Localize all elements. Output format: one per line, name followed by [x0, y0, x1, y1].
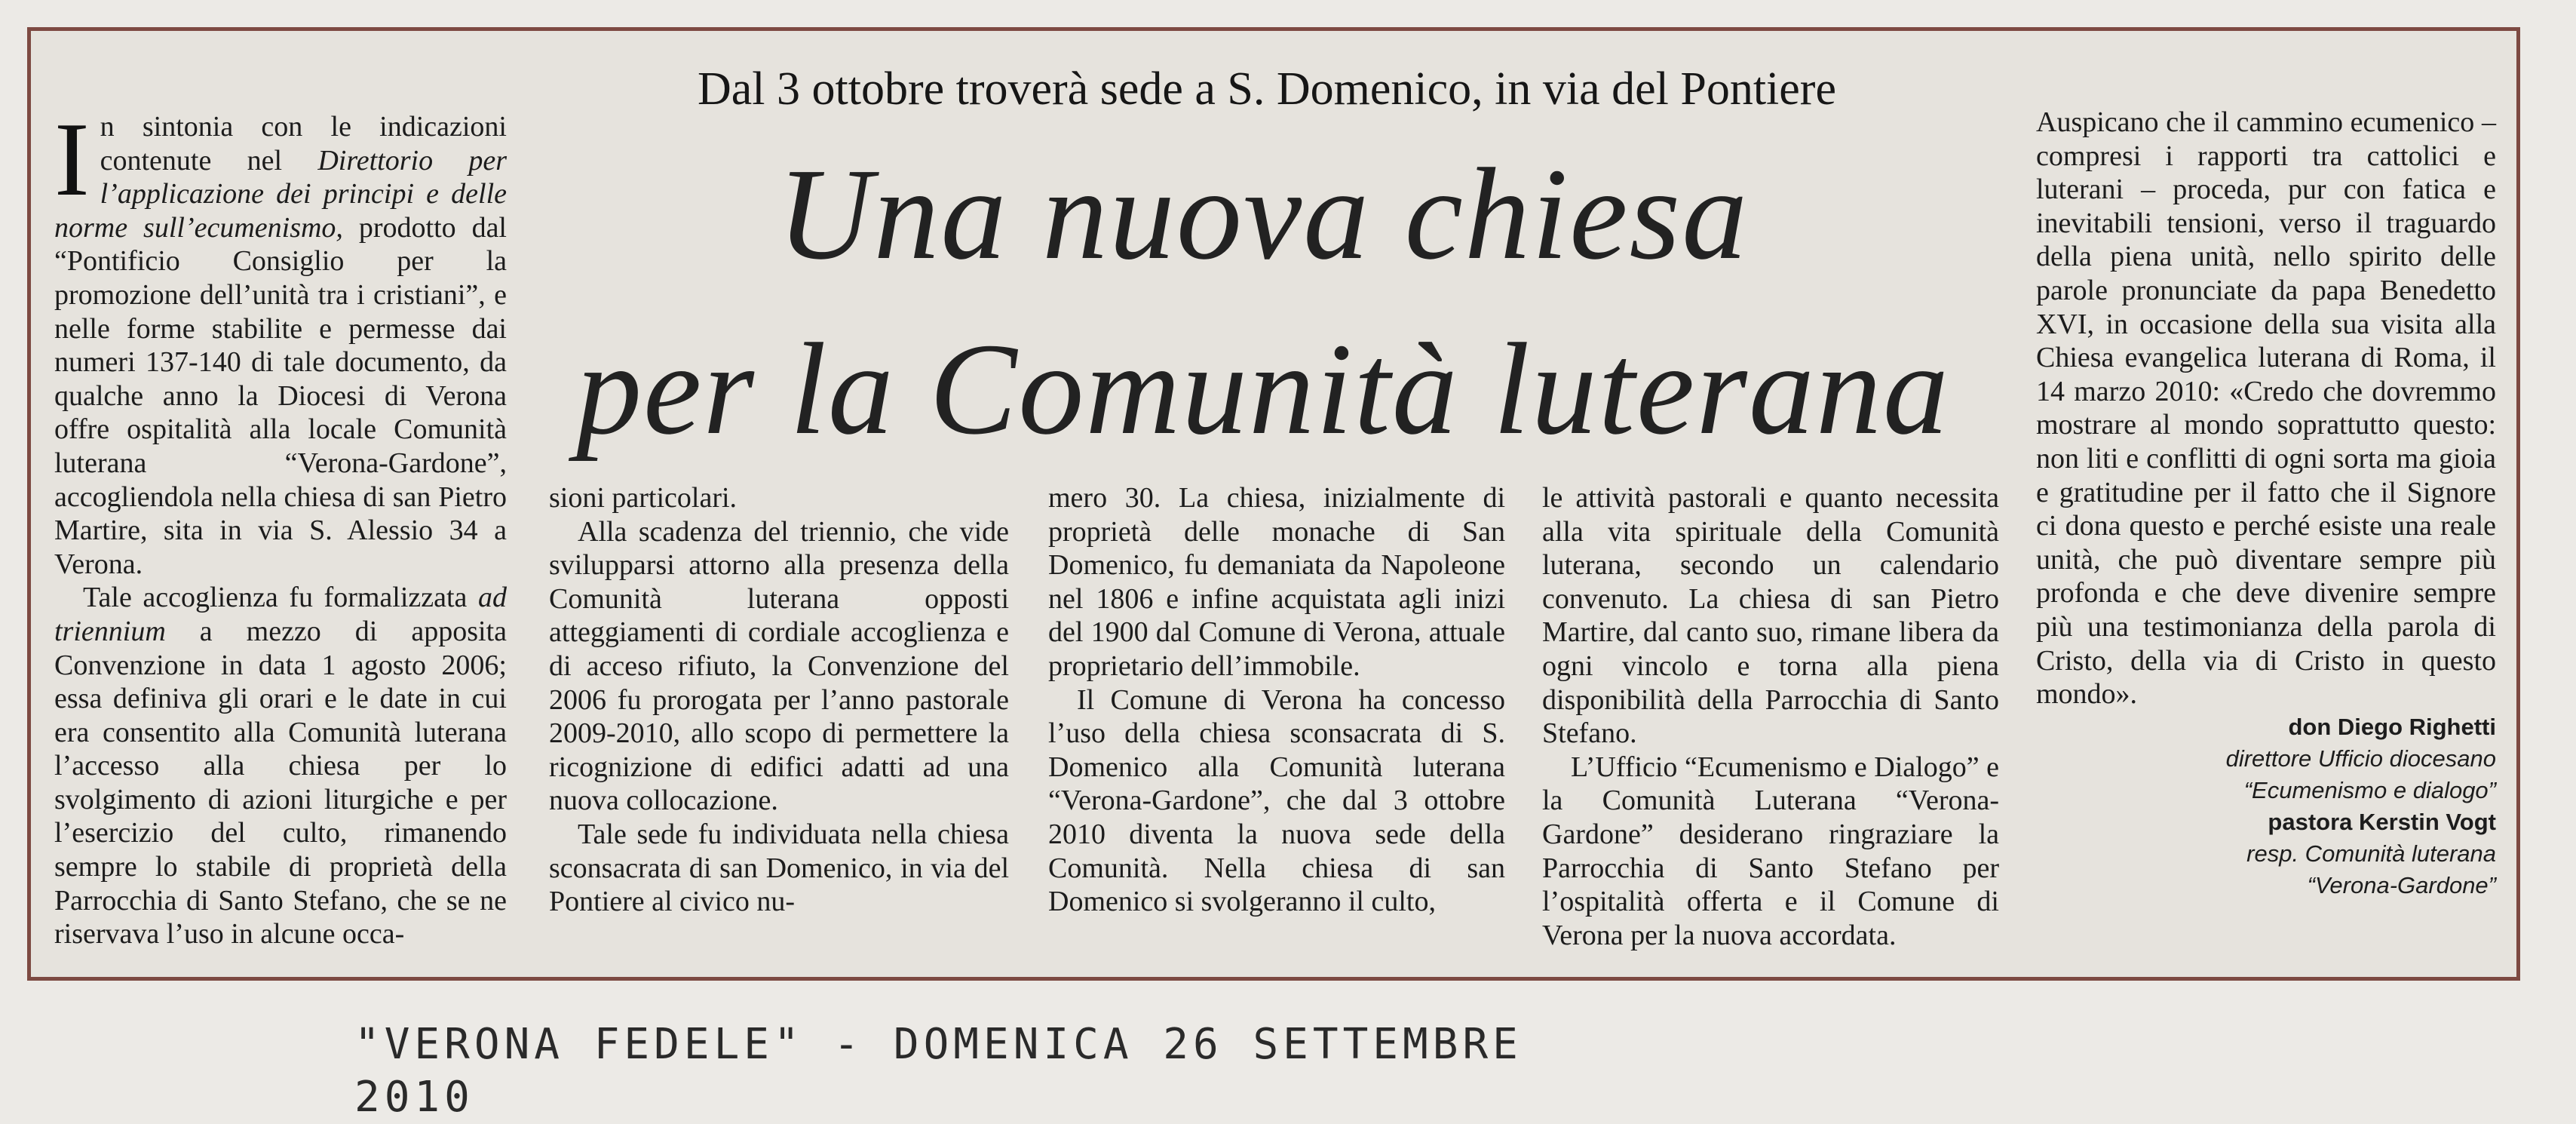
article-column-3	[1048, 481, 1505, 919]
article-subtitle: Dal 3 ottobre troverà sede a S. Domenico, in via del Pontiere	[698, 63, 1836, 115]
handwritten-source-note: "VERONA FEDELE" - DOMENICA 26 SETTEMBRE 2010	[354, 1020, 1523, 1122]
paragraph-text: prodotto dal “Pontificio Consiglio per la promozione dell’unità tra i cristiani”, e nelle forme stabilite e permesse dai numeri 137-140 di tale documento, da qualche anno la Diocesi di Verona offre ospitalità alla locale Comunità luterana “Verona-Gardone”, accogliendola nella chiesa di san Pietro Martire, sita in via S. Alessio 34 a Verona.	[54, 211, 507, 580]
column-4-paragraph-1: le attività pastorali e quanto necessita alla vita spirituale della Comunità luterana, secondo un calendario convenuto. La chiesa di san Pietro Martire, dal canto suo, rimane libera da ogni vincolo e torna alla piena disponibilità della Parrocchia di Santo Stefano.	[1542, 482, 1999, 750]
article-column-2	[549, 481, 1009, 919]
column-1-paragraph-1	[54, 101, 508, 581]
column-4-paragraph-2: L’Ufficio “Ecumenismo e Dialogo” e la Comunità Luterana “Verona-Gardone” desiderano ringraziare la Parrocchia di Santo Stefano per l’ospitalità offerta e il Comune di Verona per la nuova accordata.	[1542, 751, 1999, 951]
paragraph-italic-text: Direttorio per l’applicazione dei principi e delle norme sull’ecumenismo,	[54, 144, 508, 244]
headline-line-1: Una nuova chiesa	[777, 141, 1750, 287]
column-5-paragraph-1: Auspicano che il cammino ecumenico – compresi i rapporti tra cattolici e luterani – proceda, pur con fatica e inevitabili tensioni, verso il traguardo della piena unità, nello spirito delle parole pronunciate da papa Benedetto XVI, in occasione della sua visita alla Chiesa evangelica luterana di Roma, il 14 marzo 2010: «Credo che dovremmo mostrare al mondo soprattutto questo: non liti e conflitti di ogni sorta ma gioia e gratitudine per il fatto che il Signore ci dona questo e perché esiste una reale unità, che può diventare sempre più profonda e che deve divenire sempre più una testimonianza della parola di Cristo, della via di Cristo in questo mondo».	[2036, 106, 2496, 711]
signature-name-1: don Diego Righetti	[2288, 713, 2496, 740]
paragraph-text: Tale accoglienza fu formalizzata	[83, 582, 478, 614]
article-column-5	[2036, 106, 2496, 901]
signature-block	[2036, 711, 2496, 901]
paragraph-italic-text: ad triennium	[54, 582, 507, 647]
column-1-paragraph-2	[54, 581, 507, 951]
signature-role-1b: “Ecumenismo e dialogo”	[2243, 776, 2496, 803]
article-column-1	[54, 101, 508, 951]
column-2-paragraph-1: sioni particolari.	[549, 482, 738, 514]
article-column-4	[1542, 481, 1999, 952]
signature-role-2a: resp. Comunità luterana	[2246, 840, 2496, 867]
drop-cap: I	[54, 101, 90, 218]
signature-role-2b: “Verona-Gardone”	[2307, 871, 2496, 898]
headline-line-2: per la Comunità luterana	[576, 316, 1950, 462]
column-2-paragraph-3: Tale sede fu individuata nella chiesa sconsacrata di san Domenico, in via del Pontiere al civico nu-	[549, 818, 1009, 918]
signature-role-1a: direttore Ufficio diocesano	[2225, 745, 2496, 772]
column-3-paragraph-2: Il Comune di Verona ha concesso l’uso della chiesa sconsacrata di S. Domenico alla Comunità luterana “Verona-Gardone”, che dal 3 ottobre 2010 diventa la nuova sede della Comunità. Nella chiesa di san Domenico si svolgeranno il culto,	[1048, 683, 1505, 918]
column-3-paragraph-1: mero 30. La chiesa, inizialmente di proprietà delle monache di San Domenico, fu demaniata da Napoleone nel 1806 e infine acquistata agli inizi del 1900 dal Comune di Verona, attuale proprietario dell’immobile.	[1048, 482, 1505, 682]
paragraph-text: n sintonia con le indicazioni contenute nel	[100, 111, 507, 177]
signature-name-2: pastora Kerstin Vogt	[2268, 808, 2496, 835]
article-headline	[528, 127, 1998, 477]
paragraph-text: a mezzo di apposita Convenzione in data 1 agosto 2006; essa definiva gli orari e le date in cui era consentito alla Comunità luterana l’accesso alla chiesa per lo svolgimento di azioni liturgiche e per l’esercizio del culto, rimanendo sempre lo stabile di proprietà della Parrocchia di Santo Stefano, che se ne riservava l’uso in alcune occa-	[54, 615, 507, 950]
column-2-paragraph-2: Alla scadenza del triennio, che vide svilupparsi attorno alla presenza della Comunità luterana opposti atteggiamenti di cordiale accoglienza e di acceso rifiuto, la Convenzione del 2006 fu prorogata per l’anno pastorale 2009-2010, allo scopo di permettere la ricognizione di edifici adatti ad una nuova collocazione.	[549, 515, 1009, 817]
